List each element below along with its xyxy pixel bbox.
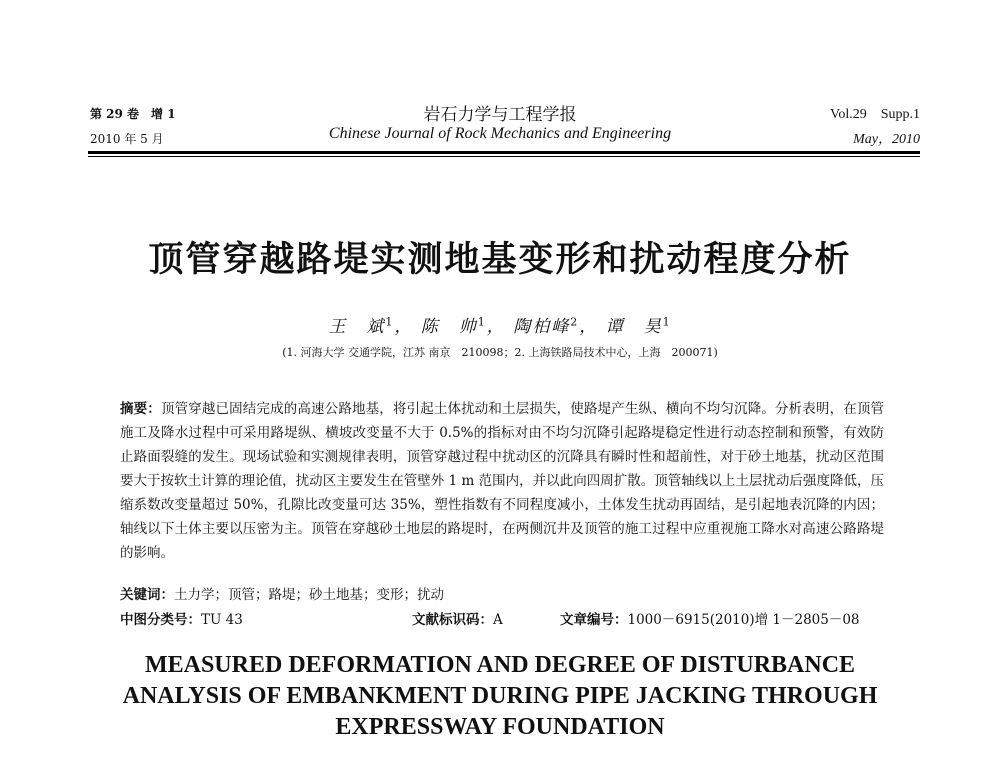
author-separator: ， [394, 317, 414, 337]
clc-value: TU 43 [201, 612, 243, 628]
author-name: 陈 帅 [420, 317, 478, 337]
keywords-text: 土力学；顶管；路堤；砂土地基；变形；扰动 [174, 587, 444, 603]
author-affil-mark: 1 [662, 315, 672, 329]
title-en-line: ANALYSIS OF EMBANKMENT DURING PIPE JACKING THROUGH [122, 683, 878, 709]
title-en-line: EXPRESSWAY FOUNDATION [335, 714, 665, 740]
author-separator: ， [486, 317, 506, 337]
journal-date-en: May，2010 [853, 132, 920, 147]
author-list [0, 312, 1000, 337]
journal-name-en: Chinese Journal of Rock Mechanics and Engineering [328, 125, 672, 142]
journal-date-cn: 2010 年 5 月 [90, 132, 164, 146]
clc-number [120, 608, 243, 628]
keywords [120, 583, 884, 603]
clc-label: 中图分类号： [120, 612, 201, 628]
article-no-label: 文章编号： [560, 612, 628, 628]
journal-name-cn: 岩石力学与工程学报 [423, 105, 577, 125]
paper-title-en [80, 650, 920, 743]
journal-volume-cn: 第 29 卷 增 1 [90, 107, 176, 121]
author-name: 陶柏峰 [513, 317, 571, 337]
author-name: 谭 昊 [605, 317, 663, 337]
paper-title-cn: 顶管穿越路堤实测地基变形和扰动程度分析 [148, 240, 852, 280]
header-rule-thick [88, 151, 920, 154]
header-rule-thin [88, 156, 920, 157]
author-name: 王 斌 [328, 317, 386, 337]
author-affil-mark: 1 [385, 315, 395, 329]
journal-volume-en: Vol.29 Supp.1 [830, 107, 920, 122]
abstract-text: 顶管穿越已固结完成的高速公路地基，将引起土体扰动和土层损失，使路堤产生纵、横向不均匀沉降。分析表明，在顶管施工及降水过程中可采用路堤纵、横坡改变量不大于 0.5%的指标对由不均匀沉降引起路堤稳定性进行动态控制和预警，有效防止路面裂缝的发生。现场试验和实测规律表明，顶管穿越过程中扰动区的沉降具有瞬时性和超前性，对于砂土地基，扰动区范围要大于按软土计算的理论值，扰动区主要发生在管壁外 1 m 范围内，并以此向四周扩散。顶管轴线以上土层扰动后强度降低，压缩系数改变量超过 50%，孔隙比改变量可达 35%，塑性指数有不同程度减小，土体发生扰动再固结，是引起地表沉降的内因；轴线以下土体主要以压密为主。顶管在穿越砂土地层的路堤时，在两侧沉井及顶管的施工过程中应重视施工降水对高速公路路堤的影响。 [120, 401, 884, 561]
doc-code-value: A [493, 612, 503, 628]
abstract [120, 397, 884, 565]
title-en-line: MEASURED DEFORMATION AND DEGREE OF DISTURBANCE [144, 652, 856, 678]
article-number [560, 608, 860, 628]
document-code [412, 608, 503, 628]
article-no-value: 1000－6915(2010)增 1－2805－08 [627, 612, 860, 628]
author-affil-mark: 2 [570, 315, 580, 329]
affiliations: (1. 河海大学 交通学院，江苏 南京 210098；2. 上海铁路局技术中心，上海 200071) [282, 346, 718, 359]
author-affil-mark: 1 [477, 315, 487, 329]
keywords-label: 关键词： [120, 587, 174, 603]
doc-code-label: 文献标识码： [412, 612, 493, 628]
author-separator: ， [579, 317, 599, 337]
abstract-label: 摘要： [120, 401, 161, 417]
